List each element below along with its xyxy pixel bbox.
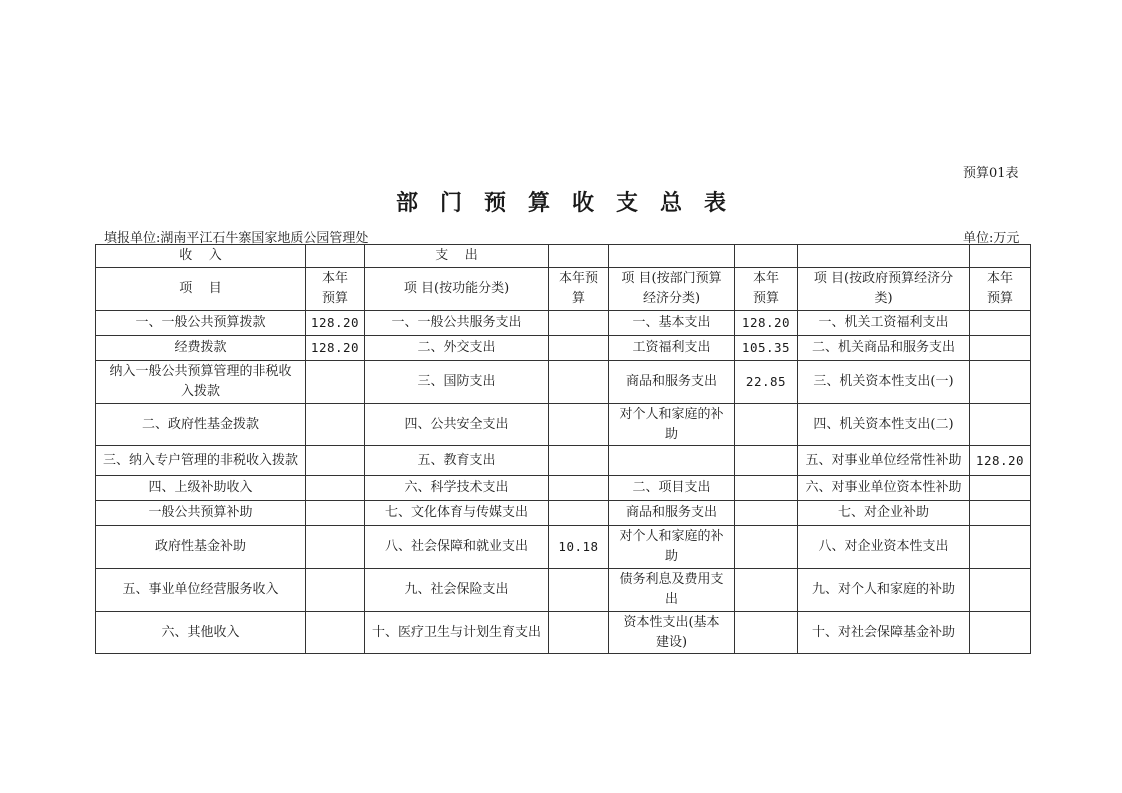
income-item-cell: 六、其他收入: [96, 612, 306, 654]
dept-budget-header: 本年 预算: [735, 268, 798, 311]
dept-budget-cell: 128.20: [735, 311, 798, 336]
income-item-cell: 三、纳入专户管理的非税收入拨款: [96, 446, 306, 476]
income-item-cell: 一、一般公共预算拨款: [96, 311, 306, 336]
func-item-cell: 一、一般公共服务支出: [365, 311, 549, 336]
income-item-cell: 政府性基金补助: [96, 526, 306, 569]
dept-item-cell: 一、基本支出: [609, 311, 735, 336]
dept-item-cell: 资本性支出(基本 建设): [609, 612, 735, 654]
gov-budget-cell: 128.20: [970, 446, 1031, 476]
table-row: [96, 569, 1031, 612]
dept-budget-cell: 105.35: [735, 336, 798, 361]
func-item-cell: 六、科学技术支出: [365, 476, 549, 501]
dept-item-cell: [609, 446, 735, 476]
gov-item-cell: 九、对个人和家庭的补助: [798, 569, 970, 612]
income-budget-cell: [306, 476, 365, 501]
income-budget-cell: 128.20: [306, 311, 365, 336]
empty-cell: [798, 245, 970, 268]
expense-header: 支 出: [365, 245, 549, 268]
table-row: [96, 501, 1031, 526]
dept-item-cell: 债务利息及费用支 出: [609, 569, 735, 612]
dept-item-cell: 对个人和家庭的补 助: [609, 526, 735, 569]
gov-budget-cell: [970, 361, 1031, 404]
header-row-2: [96, 268, 1031, 311]
header-row-1: [96, 245, 1031, 268]
func-budget-cell: [549, 361, 609, 404]
table-row: [96, 361, 1031, 404]
empty-cell: [549, 245, 609, 268]
func-budget-cell: [549, 311, 609, 336]
table-row: [96, 612, 1031, 654]
dept-budget-cell: [735, 526, 798, 569]
table-row: [96, 404, 1031, 446]
dept-budget-cell: [735, 501, 798, 526]
empty-cell: [609, 245, 735, 268]
gov-item-cell: 二、机关商品和服务支出: [798, 336, 970, 361]
income-budget-cell: [306, 501, 365, 526]
func-item-cell: 四、公共安全支出: [365, 404, 549, 446]
gov-item-cell: 五、对事业单位经常性补助: [798, 446, 970, 476]
filler-unit: 填报单位:湖南平江石牛寨国家地质公园管理处: [104, 231, 369, 246]
currency-unit: 单位:万元: [963, 231, 1020, 246]
dept-budget-cell: [735, 446, 798, 476]
income-budget-cell: [306, 612, 365, 654]
income-item-header: 项 目: [96, 268, 306, 311]
gov-budget-cell: [970, 501, 1031, 526]
income-budget-cell: [306, 569, 365, 612]
func-item-cell: 九、社会保险支出: [365, 569, 549, 612]
empty-cell: [735, 245, 798, 268]
gov-budget-header: 本年 预算: [970, 268, 1031, 311]
gov-budget-cell: [970, 612, 1031, 654]
gov-item-cell: 八、对企业资本性支出: [798, 526, 970, 569]
func-item-cell: 三、国防支出: [365, 361, 549, 404]
gov-item-cell: 一、机关工资福利支出: [798, 311, 970, 336]
income-budget-header: 本年 预算: [306, 268, 365, 311]
dept-budget-cell: 22.85: [735, 361, 798, 404]
income-budget-cell: 128.20: [306, 336, 365, 361]
func-budget-cell: [549, 404, 609, 446]
page-title: 部门预算收支总表: [395, 190, 748, 216]
func-budget-cell: [549, 446, 609, 476]
func-budget-cell: [549, 501, 609, 526]
gov-item-cell: 六、对事业单位资本性补助: [798, 476, 970, 501]
dept-budget-cell: [735, 404, 798, 446]
income-item-cell: 一般公共预算补助: [96, 501, 306, 526]
income-item-cell: 二、政府性基金拨款: [96, 404, 306, 446]
func-budget-cell: 10.18: [549, 526, 609, 569]
func-item-cell: 八、社会保障和就业支出: [365, 526, 549, 569]
form-code: 预算01表: [963, 166, 1019, 181]
dept-item-cell: 商品和服务支出: [609, 361, 735, 404]
gov-item-cell: 七、对企业补助: [798, 501, 970, 526]
gov-item-cell: 三、机关资本性支出(一): [798, 361, 970, 404]
gov-item-cell: 十、对社会保障基金补助: [798, 612, 970, 654]
table-row: [96, 446, 1031, 476]
dept-item-cell: 工资福利支出: [609, 336, 735, 361]
gov-budget-cell: [970, 404, 1031, 446]
gov-item-cell: 四、机关资本性支出(二): [798, 404, 970, 446]
income-budget-cell: [306, 446, 365, 476]
dept-budget-cell: [735, 476, 798, 501]
table-row: [96, 336, 1031, 361]
income-item-cell: 四、上级补助收入: [96, 476, 306, 501]
func-item-header: 项 目(按功能分类): [365, 268, 549, 311]
gov-budget-cell: [970, 569, 1031, 612]
dept-budget-cell: [735, 569, 798, 612]
table-row: [96, 311, 1031, 336]
dept-item-cell: 二、项目支出: [609, 476, 735, 501]
income-header: 收 入: [96, 245, 306, 268]
empty-cell: [306, 245, 365, 268]
gov-item-header: 项 目(按政府预算经济分 类): [798, 268, 970, 311]
income-item-cell: 五、事业单位经营服务收入: [96, 569, 306, 612]
table-row: [96, 526, 1031, 569]
gov-budget-cell: [970, 526, 1031, 569]
income-item-cell: 经费拨款: [96, 336, 306, 361]
func-budget-header: 本年预 算: [549, 268, 609, 311]
func-item-cell: 二、外交支出: [365, 336, 549, 361]
dept-item-header: 项 目(按部门预算 经济分类): [609, 268, 735, 311]
dept-budget-cell: [735, 612, 798, 654]
func-item-cell: 七、文化体育与传媒支出: [365, 501, 549, 526]
func-budget-cell: [549, 336, 609, 361]
empty-cell: [970, 245, 1031, 268]
table-row: [96, 476, 1031, 501]
income-budget-cell: [306, 361, 365, 404]
func-budget-cell: [549, 569, 609, 612]
gov-budget-cell: [970, 311, 1031, 336]
func-budget-cell: [549, 612, 609, 654]
func-budget-cell: [549, 476, 609, 501]
income-budget-cell: [306, 526, 365, 569]
budget-table: [95, 244, 1031, 654]
income-budget-cell: [306, 404, 365, 446]
gov-budget-cell: [970, 336, 1031, 361]
func-item-cell: 五、教育支出: [365, 446, 549, 476]
income-item-cell: 纳入一般公共预算管理的非税收 入拨款: [96, 361, 306, 404]
gov-budget-cell: [970, 476, 1031, 501]
func-item-cell: 十、医疗卫生与计划生育支出: [365, 612, 549, 654]
dept-item-cell: 商品和服务支出: [609, 501, 735, 526]
dept-item-cell: 对个人和家庭的补 助: [609, 404, 735, 446]
